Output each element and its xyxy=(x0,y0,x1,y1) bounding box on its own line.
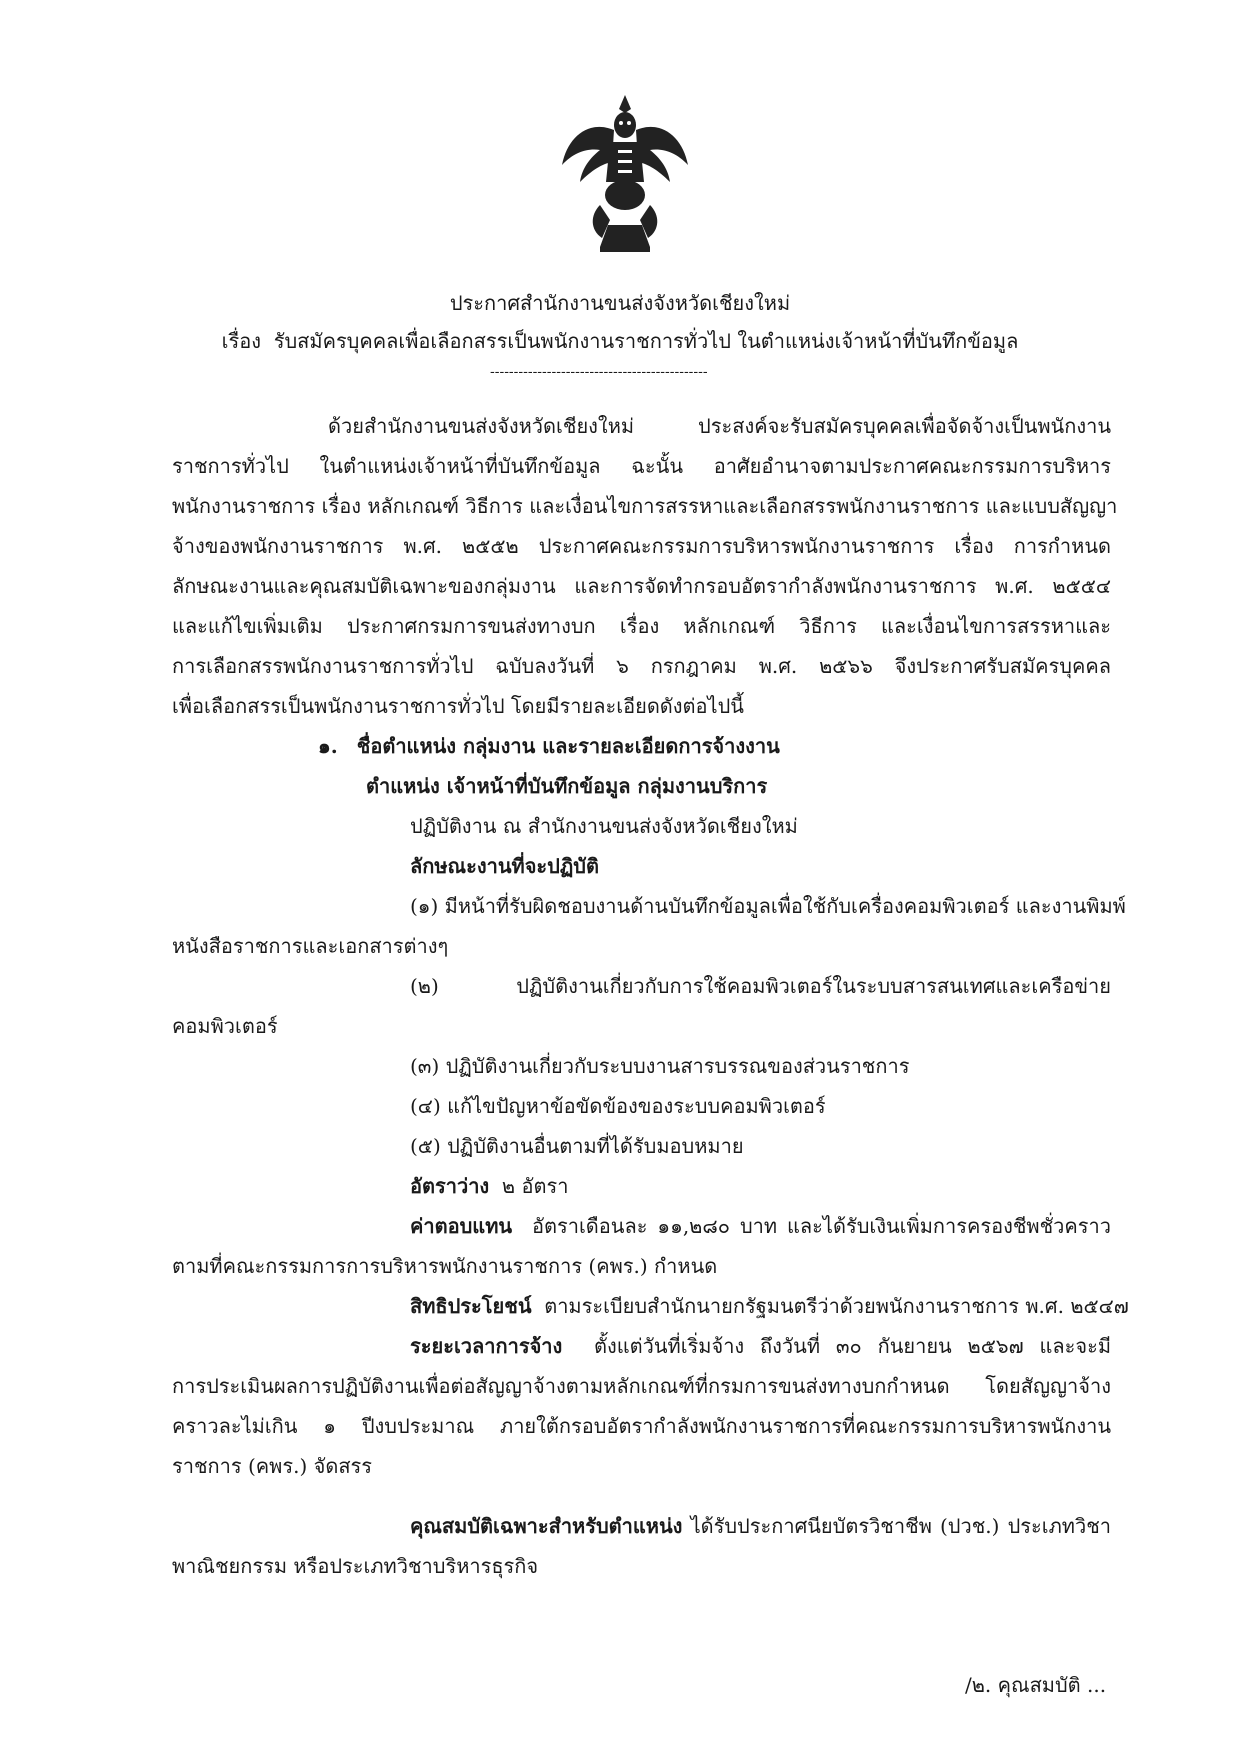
garuda-emblem-icon xyxy=(560,90,690,255)
intro-line: จ้างของพนักงานราชการ พ.ศ. ๒๕๕๒ ประกาศคณะกรรมการบริหารพนักงานราชการ เรื่อง การกำหนด xyxy=(172,534,1111,558)
duty-item: (๕) ปฏิบัติงานอื่นตามที่ได้รับมอบหมาย xyxy=(410,1134,744,1158)
qualification-text: ได้รับประกาศนียบัตรวิชาชีพ (ปวช.) ประเภทวิชา xyxy=(690,1514,1112,1538)
section-1-number: ๑. xyxy=(318,734,338,758)
duty-item-continued: คอมพิวเตอร์ xyxy=(172,1014,278,1038)
page-continuation-footer: /๒. คุณสมบัติ ... xyxy=(965,1673,1107,1697)
pay-line-continued: ตามที่คณะกรรมการการบริหารพนักงานราชการ (คพร.) กำหนด xyxy=(172,1254,718,1278)
intro-line: ด้วยสำนักงานขนส่งจังหวัดเชียงใหม่ ประสงค์จะรับสมัครบุคคลเพื่อจัดจ้างเป็นพนักงาน xyxy=(328,414,1111,438)
term-text: ตั้งแต่วันที่เริ่มจ้าง ถึงวันที่ ๓๐ กันยายน ๒๕๖๗ และจะมี xyxy=(594,1334,1111,1358)
document-subject xyxy=(0,321,1240,361)
vacancy-value: ๒ อัตรา xyxy=(501,1174,569,1198)
benefit-label: สิทธิประโยชน์ xyxy=(410,1294,532,1318)
position-line: ตำแหน่ง เจ้าหน้าที่บันทึกข้อมูล กลุ่มงานบริการ xyxy=(366,774,768,798)
duties-heading: ลักษณะงานที่จะปฏิบัติ xyxy=(410,854,599,878)
section-1-title: ชื่อตำแหน่ง กลุ่มงาน และรายละเอียดการจ้างงาน xyxy=(356,734,780,758)
intro-line: พนักงานราชการ เรื่อง หลักเกณฑ์ วิธีการ และเงื่อนไขการสรรหาและเลือกสรรพนักงานราชการ และแบบสัญญา xyxy=(172,494,1118,518)
term-line-continued: คราวละไม่เกิน ๑ ปีงบประมาณ ภายใต้กรอบอัตรากำลังพนักงานราชการที่คณะกรรมการบริหารพนักงาน xyxy=(172,1414,1111,1438)
section-1-heading xyxy=(318,726,780,766)
qualification-label: คุณสมบัติเฉพาะสำหรับตำแหน่ง xyxy=(410,1514,683,1538)
benefit-text: ตามระเบียบสำนักนายกรัฐมนตรีว่าด้วยพนักงานราชการ พ.ศ. ๒๕๔๗ xyxy=(544,1294,1129,1318)
duty-item: (๔) แก้ไขปัญหาข้อขัดข้องของระบบคอมพิวเตอร์ xyxy=(410,1094,826,1118)
title-separator: ---------------------------------------------- xyxy=(490,364,708,380)
duty-item-continued: หนังสือราชการและเอกสารต่างๆ xyxy=(172,934,449,958)
duty-item: (๒) ปฏิบัติงานเกี่ยวกับการใช้คอมพิวเตอร์ในระบบสารสนเทศและเครือข่าย xyxy=(410,974,1111,998)
qualification-line-continued: พาณิชยกรรม หรือประเภทวิชาบริหารธุรกิจ xyxy=(172,1554,539,1578)
benefit-line xyxy=(410,1286,1129,1326)
intro-line: เพื่อเลือกสรรเป็นพนักงานราชการทั่วไป โดยมีรายละเอียดดังต่อไปนี้ xyxy=(172,694,744,718)
qualification-line xyxy=(410,1506,1111,1546)
pay-label: ค่าตอบแทน xyxy=(410,1214,513,1238)
intro-line: ราชการทั่วไป ในตำแหน่งเจ้าหน้าที่บันทึกข้อมูล ฉะนั้น อาศัยอำนาจตามประกาศคณะกรรมการบริหาร xyxy=(172,454,1111,478)
vacancy-label: อัตราว่าง xyxy=(410,1174,490,1198)
term-label: ระยะเวลาการจ้าง xyxy=(410,1334,563,1358)
vacancy-line xyxy=(410,1166,568,1206)
pay-line xyxy=(410,1206,1111,1246)
term-line xyxy=(410,1326,1111,1366)
intro-line: ลักษณะงานและคุณสมบัติเฉพาะของกลุ่มงาน และการจัดทำกรอบอัตรากำลังพนักงานราชการ พ.ศ. ๒๕๕๔ xyxy=(172,574,1111,598)
duty-item: (๓) ปฏิบัติงานเกี่ยวกับระบบงานสารบรรณของส่วนราชการ xyxy=(410,1054,910,1078)
term-line-continued: ราชการ (คพร.) จัดสรร xyxy=(172,1454,373,1478)
pay-text: อัตราเดือนละ ๑๑,๒๘๐ บาท และได้รับเงินเพิ่มการครองชีพชั่วคราว xyxy=(531,1214,1111,1238)
workplace-line: ปฏิบัติงาน ณ สำนักงานขนส่งจังหวัดเชียงใหม่ xyxy=(410,814,798,838)
subject-text: รับสมัครบุคคลเพื่อเลือกสรรเป็นพนักงานราชการทั่วไป ในตำแหน่งเจ้าหน้าที่บันทึกข้อมูล xyxy=(273,329,1019,353)
subject-label: เรื่อง xyxy=(221,329,262,353)
intro-line: และแก้ไขเพิ่มเติม ประกาศกรมการขนส่งทางบก เรื่อง หลักเกณฑ์ วิธีการ และเงื่อนไขการสรรหาและ xyxy=(172,614,1111,638)
document-title: ประกาศสำนักงานขนส่งจังหวัดเชียงใหม่ xyxy=(449,291,791,315)
term-line-continued: การประเมินผลการปฏิบัติงานเพื่อต่อสัญญาจ้างตามหลักเกณฑ์ที่กรมการขนส่งทางบกกำหนด โดยสัญญาจ้าง xyxy=(172,1374,1111,1398)
intro-line: การเลือกสรรพนักงานราชการทั่วไป ฉบับลงวันที่ ๖ กรกฎาคม พ.ศ. ๒๕๖๖ จึงประกาศรับสมัครบุคคล xyxy=(172,654,1111,678)
duty-item: (๑) มีหน้าที่รับผิดชอบงานด้านบันทึกข้อมูลเพื่อใช้กับเครื่องคอมพิวเตอร์ และงานพิมพ์ xyxy=(410,894,1126,918)
